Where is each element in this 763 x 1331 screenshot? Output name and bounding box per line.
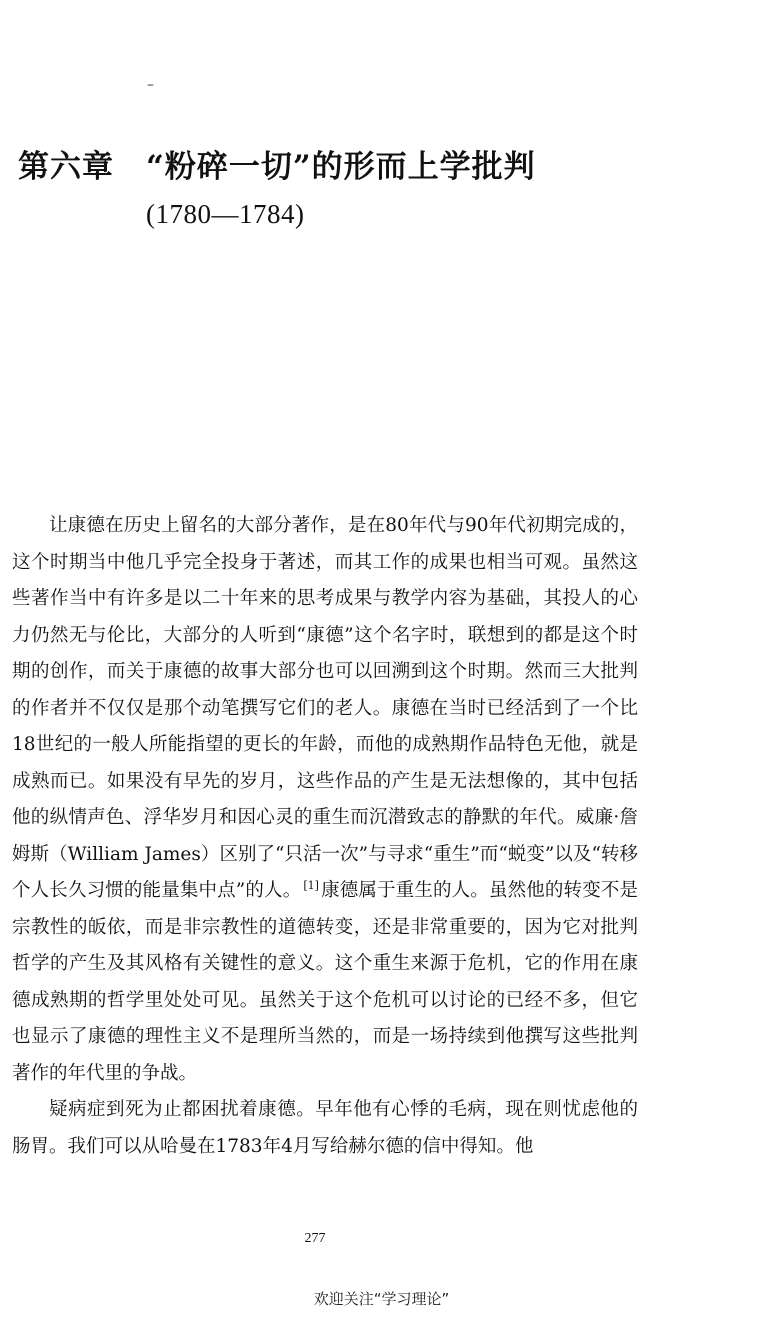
chapter-years: (1780—1784) [146, 199, 305, 229]
page-number: 277 [304, 1231, 326, 1246]
chapter-label: 第六章 [18, 149, 114, 185]
paragraph-2: 疑病症到死为止都困扰着康德。早年他有心悸的毛病，现在则忧虑他的肠胃。我们可以从哈曼在1783年4月写给赫尔德的信中得知。他 [12, 1099, 638, 1157]
paragraph-1-text-cont: 康德属于重生的人。虽然他的转变不是宗教性的皈依，而是非宗教性的道德转变，还是非常重要的，因为它对批判哲学的产生及其风格有关键性的意义。这个重生来源于危机，它的作用在康德成熟期的哲学里处处可见。虽然关于这个危机可以讨论的已经不多，但它也显示了康德的理性主义不是理所当然的，而是一场持续到他撰写这些批判著作的年代里的争战。 [12, 880, 638, 1084]
chapter-heading [18, 145, 536, 189]
paragraph-1-text: 让康德在历史上留名的大部分著作，是在80年代与90年代初期完成的，这个时期当中他几乎完全投身于著述，而其工作的成果也相当可观。虽然这些著作当中有许多是以二十年来的思考成果与教学内容为基础，其投人的心力仍然无与伦比，大部分的人听到“康德”这个名字时，联想到的都是这个时期的创作，而关于康德的故事大部分也可以回溯到这个时期。然而三大批判的作者并不仅仅是那个动笔撰写它们的老人。康德在当时已经活到了一个比18世纪的一般人所能指望的更长的年龄，而他的成熟期作品特色无他，就是成熟而已。如果没有早先的岁月，这些作品的产生是无法想像的，其中包括他的纵情声色、浮华岁月和因心灵的重生而沉潜致志的静默的年代。威廉·詹姆斯（William James）区别了“只活一次”与寻求“重生”而“蜕变”以及“转移个人长久习惯的能量集中点”的人。 [12, 515, 638, 901]
paragraph-1 [12, 508, 638, 1092]
footer-promo: 欢迎关注“学习理论” [313, 1290, 450, 1308]
top-mark: – [147, 77, 154, 93]
footnote-ref[interactable]: [1] [303, 878, 319, 892]
chapter-title: “粉碎一切”的形而上学批判 [146, 149, 536, 185]
body-text [12, 508, 638, 1165]
